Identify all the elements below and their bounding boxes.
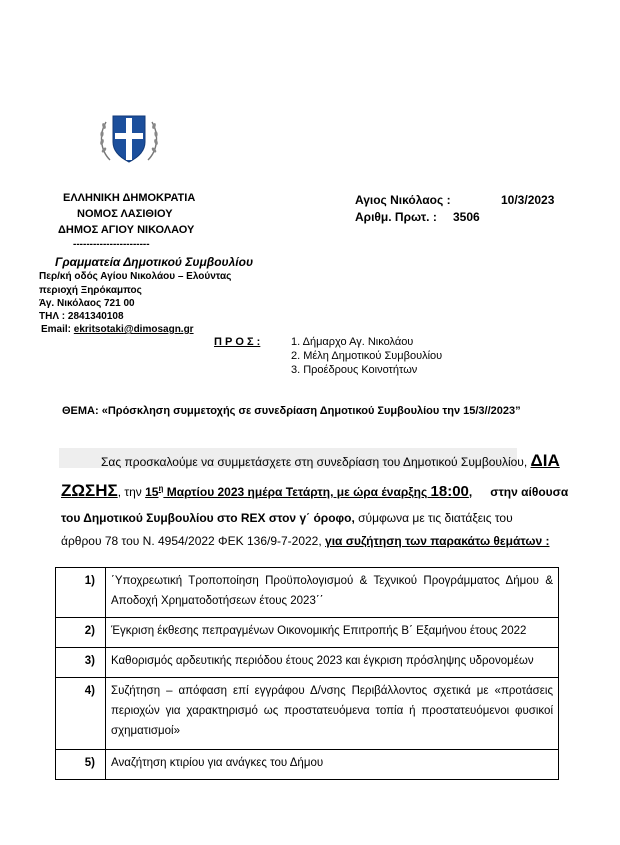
body-text: σύμφωνα με τις διατάξεις του	[354, 511, 513, 525]
protocol-label: Αριθμ. Πρωτ. :	[355, 210, 437, 224]
body-text: Σας προσκαλούμε να συμμετάσχετε στη συνεδρίαση του Δημοτικού Συμβουλίου,	[101, 455, 531, 469]
topic-number: 1)	[56, 568, 106, 618]
body-text: άρθρου 78 του Ν. 4954/2022 ΦΕΚ 136/9-7-2022,	[61, 534, 326, 548]
recipient-item: 3. Προέδρους Κοινοτήτων	[291, 364, 418, 376]
topic-text: Συζήτηση – απόφαση επί εγγράφου Δ/νσης Περιβάλλοντος σχετικά με «προτάσεις περιοχών για χαρακτηρισμό ως προστατευόμενα τοπία ή προστατευόμενοι φυσικοί σχηματισμοί»	[106, 678, 559, 750]
prefecture-name: ΝΟΜΟΣ ΛΑΣΙΘΙΟΥ	[77, 208, 173, 220]
table-row	[56, 648, 559, 678]
address-line-2: περιοχή Ξηρόκαμπος	[39, 285, 142, 296]
topic-number: 2)	[56, 618, 106, 648]
topic-text: ΄Υποχρεωτική Τροποποίηση Προϋπολογισμού & Τεχνικού Προγράμματος Δήμου & Αποδοχή Χρηματοδοτήσεων έτους 2023΄΄	[106, 568, 559, 618]
agenda-intro: για συζήτηση των παρακάτω θεμάτων :	[325, 534, 550, 548]
header-separator: -----------------------	[73, 239, 150, 250]
greek-coat-of-arms-emblem	[96, 106, 162, 170]
hall-text: στην αίθουσα	[490, 485, 569, 499]
topic-text: Αναζήτηση κτιρίου για ανάγκες του Δήμου	[106, 750, 559, 780]
meeting-date-day: 15	[145, 485, 159, 499]
body-line-4	[61, 534, 550, 548]
republic-name: ΕΛΛΗΝΙΚΗ ΔΗΜΟΚΡΑΤΙΑ	[63, 192, 196, 204]
phone-number: ΤΗΛ : 2841340108	[39, 311, 124, 322]
meeting-date-rest: Μαρτίου 2023 ημέρα Τετάρτη, με ώρα έναρξης	[163, 485, 431, 499]
body-line-1	[101, 451, 560, 471]
in-person-word-2: ΖΩΣΗΣ	[61, 481, 118, 500]
office-name: Γραμματεία Δημοτικού Συμβουλίου	[55, 255, 254, 269]
body-line-3	[61, 511, 513, 525]
email-label: Email:	[41, 324, 74, 335]
protocol-number: 3506	[453, 210, 480, 224]
body-line-2	[61, 481, 568, 501]
email-link[interactable]: ekritsotaki@dimosagn.gr	[73, 324, 194, 335]
table-row	[56, 750, 559, 780]
topic-text: Καθορισμός αρδευτικής περιόδου έτους 2023 και έγκριση πρόσληψης υδρονομέων	[106, 648, 559, 678]
document-date: 10/3/2023	[501, 193, 555, 207]
municipality-name: ΔΗΜΟΣ ΑΓΙΟΥ ΝΙΚΟΛΑΟΥ	[58, 224, 195, 236]
topic-number: 4)	[56, 678, 106, 750]
topic-number: 3)	[56, 648, 106, 678]
recipient-item: 1. Δήμαρχο Αγ. Νικολάου	[291, 336, 414, 348]
subject-line: ΘΕΜΑ: «Πρόσκληση συμμετοχής σε συνεδρίαση Δημοτικού Συμβουλίου την 15/3//2023”	[62, 405, 521, 417]
ordinal-suffix: η	[158, 484, 164, 493]
recipient-item: 2. Μέλη Δημοτικού Συμβουλίου	[291, 350, 443, 362]
address-line-3: Άγ. Νικόλαος 721 00	[39, 298, 135, 309]
table-row	[56, 568, 559, 618]
in-person-word-1: ΔΙΑ	[530, 451, 560, 470]
meeting-time: 18:00	[430, 483, 469, 500]
body-text: , την	[117, 485, 146, 499]
table-row	[56, 678, 559, 750]
comma: ,	[468, 485, 473, 499]
meeting-location: του Δημοτικού Συμβουλίου στο REX στον γ΄ όροφο,	[61, 511, 355, 525]
table-row	[56, 618, 559, 648]
email-line	[41, 324, 194, 335]
recipients-label: Π Ρ Ο Σ :	[214, 336, 261, 348]
topic-number: 5)	[56, 750, 106, 780]
agenda-table	[55, 567, 559, 780]
place-label: Αγιος Νικόλαος :	[355, 193, 451, 207]
topic-text: Έγκριση έκθεσης πεπραγμένων Οικονομικής Επιτροπής Β΄ Εξαμήνου έτους 2022	[106, 618, 559, 648]
address-line-1: Περ/κή οδός Αγίου Νικολάου – Ελούντας	[39, 271, 232, 282]
